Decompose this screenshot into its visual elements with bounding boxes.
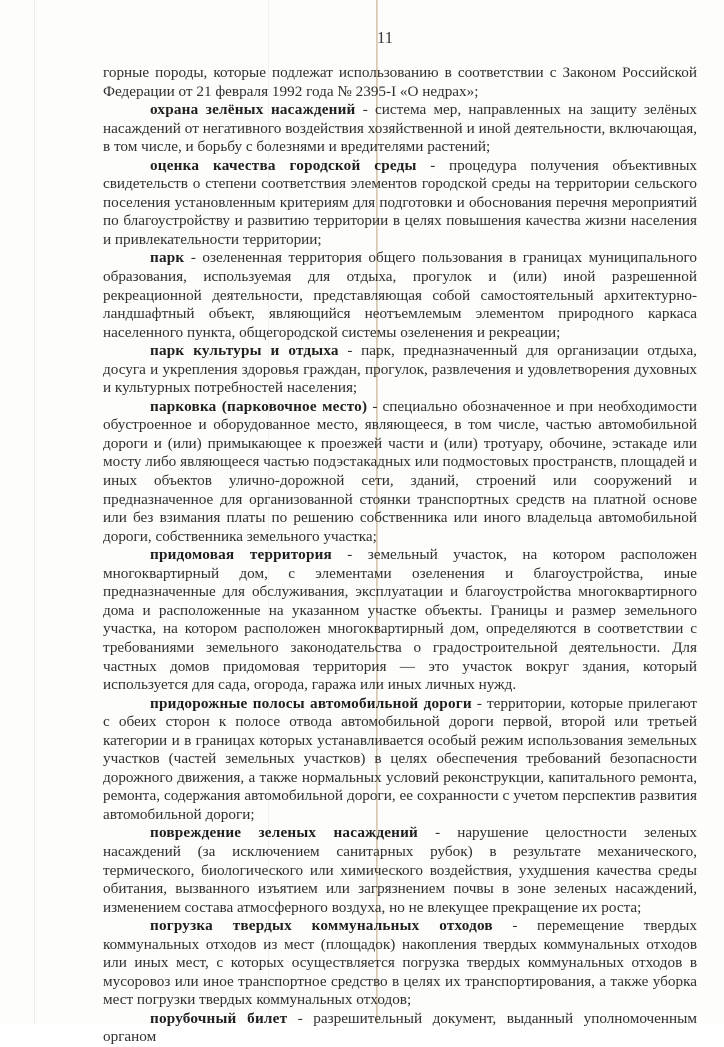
page-number: 11 [376, 28, 394, 47]
definition-text: - разрешительный документ, выданный уполномоченным органом [103, 1009, 697, 1046]
definition-paragraph [103, 695, 697, 825]
definition-paragraph [103, 824, 697, 917]
definition-term: охрана зелёных насаждений [150, 101, 356, 119]
definition-term: порубочный билет [150, 1009, 288, 1027]
paragraph-continuation [103, 64, 697, 101]
definition-text: - земельный участок, на котором расположен многоквартирный дом, с элементами озеленения и благоустройства, иные предназначенные для обслуживания, эксплуатации и благоустройства многоквартирного дома и расположенные на указанном участке объекты. Границы и размер земельного участка, на котором расположен многоквартирный дом, определяются в соответствии с требованиями земельного законодательства о градостроительной деятельности. Для частных домов придомовая территория — это участок вокруг здания, который используется для сада, огорода, гаража или иных личных нужд. [103, 546, 697, 694]
definition-paragraph [103, 398, 697, 546]
definition-term: парк [150, 249, 185, 267]
definition-text: - нарушение целостности зеленых насаждений (за исключением санитарных рубок) в результате механического, термического, биологического или химического воздействия, ухудшения качества среды обитания, вызванного изъятием или загрязнением почвы в зоне зеленых насаждений, изменением состава атмосферного воздуха, но не влекущее прекращение их роста; [103, 824, 697, 916]
definition-text: - парк, предназначенный для организации отдыха, досуга и укрепления здоровья граждан, прогулок, развлечения и удовлетворения духовных и культурных потребностей населения; [103, 342, 697, 397]
definition-text: - озелененная территория общего пользования в границах муниципального образования, используемая для отдыха, прогулок и (или) иной разрешенной рекреационной деятельности, представляющая собой самостоятельный архитектурно-ландшафтный объект, являющийся неотъемлемым элементом природного каркаса населенного пункта, общегородской системы озеленения и рекреации; [103, 249, 697, 341]
scan-fold-line-left [34, 0, 35, 1024]
definition-paragraph [103, 101, 697, 157]
document-body [103, 64, 697, 1047]
definition-paragraph [103, 917, 697, 1010]
definition-paragraph [103, 157, 697, 250]
definition-term: парковка (парковочное место) [150, 397, 368, 415]
definition-term: парк культуры и отдыха [150, 342, 339, 360]
definition-text: - территории, которые прилегают с обеих сторон к полосе отвода автомобильной дороги первой, второй или третьей категории и в границах которых устанавливается особый режим использования земельных участков (частей земельных участков) в целях обеспечения требований безопасности дорожного движения, а также нормальных условий реконструкции, капитального ремонта, ремонта, содержания автомобильной дороги, ее сохранности с учетом перспектив развития автомобильной дороги; [103, 694, 697, 823]
definition-text: - система мер, направленных на защиту зелёных насаждений от негативного воздействия хозяйственной и иной деятельности, включающая, в том числе, и борьбу с болезнями и вредителями растений; [103, 101, 697, 156]
definition-term: повреждение зеленых насаждений [150, 824, 419, 842]
definition-term: погрузка твердых коммунальных отходов [150, 917, 493, 935]
definition-paragraph [103, 546, 697, 694]
definition-paragraph [103, 249, 697, 342]
definition-text: - перемещение твердых коммунальных отходов из мест (площадок) накопления твердых коммунальных отходов или иных мест, с которых осуществляется погрузка твердых коммунальных отходов в мусоровоз или иное транспортное средство в целях их транспортирования, а также уборка мест погрузки твердых коммунальных отходов; [103, 917, 697, 1009]
definition-term: придорожные полосы автомобильной дороги [150, 694, 472, 712]
definition-paragraph [103, 1010, 697, 1047]
paragraph-text: горные породы, которые подлежат использованию в соответствии с Законом Российской Федерации от 21 февраля 1992 года № 2395-I «О недрах»; [103, 64, 697, 100]
definition-term: оценка качества городской среды [150, 156, 417, 174]
definition-paragraph [103, 342, 697, 398]
definition-term: придомовая территория [150, 546, 332, 564]
definition-text: - специально обозначенное и при необходимости обустроенное и оборудованное место, являющееся, в том числе, частью автомобильной дороги и (или) примыкающее к проезжей части и (или) тротуару, обочине, эстакаде или мосту либо являющееся частью подэстакадных или подмостовых пространств, площадей и иных объектов улично-дорожной сети, зданий, строений или сооружений и предназначенное для организованной стоянки транспортных средств на платной основе или без взимания платы по решению собственника или иного владельца автомобильной дороги, собственника земельного участка; [103, 397, 697, 545]
definition-text: - процедура получения объективных свидетельств о степени соответствия элементов городской среды на территории сельского поселения установленным критериям для подготовки и обоснования перечня мероприятий по благоустройству и развитию территории в целях повышения качества жизни населения и привлекательности территории; [103, 156, 697, 248]
